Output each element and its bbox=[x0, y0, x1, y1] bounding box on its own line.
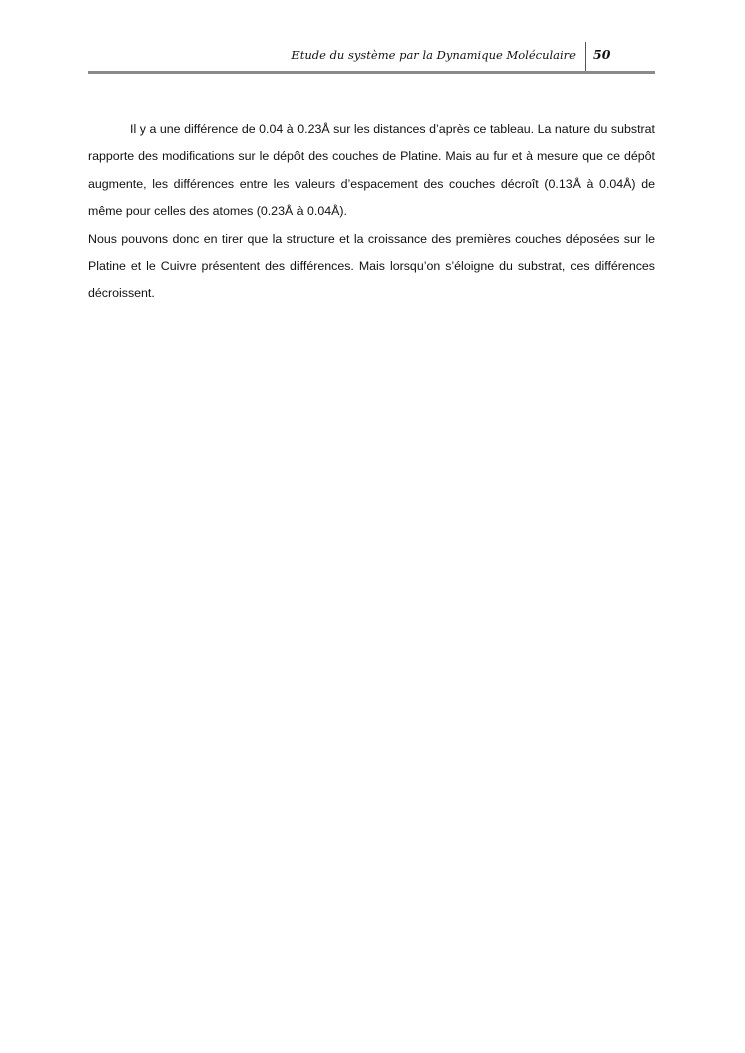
paragraph: Il y a une différence de 0.04 à 0.23Å sur les distances d’après ce tableau. La nature du substrat rapporte des modifications sur le dépôt des couches de Platine. Mais au fur et à mesure que ce dépôt augmente, les différences entre les valeurs d’espacement des couches décroît (0.13Å à 0.04Å) de même pour celles des atomes (0.23Å à 0.04Å). bbox=[88, 122, 655, 219]
header-rule bbox=[88, 71, 655, 74]
page-number: 50 bbox=[593, 47, 611, 62]
page-header bbox=[88, 40, 655, 74]
body-text bbox=[88, 116, 655, 308]
paragraph: Nous pouvons donc en tirer que la structure et la croissance des premières couches déposées sur le Platine et le Cuivre présentent des différences. Mais lorsqu’on s’éloigne du substrat, ces différences décroissent. bbox=[88, 231, 655, 301]
header-separator bbox=[585, 42, 586, 72]
header-title: Etude du système par la Dynamique Moléculaire bbox=[291, 48, 576, 62]
